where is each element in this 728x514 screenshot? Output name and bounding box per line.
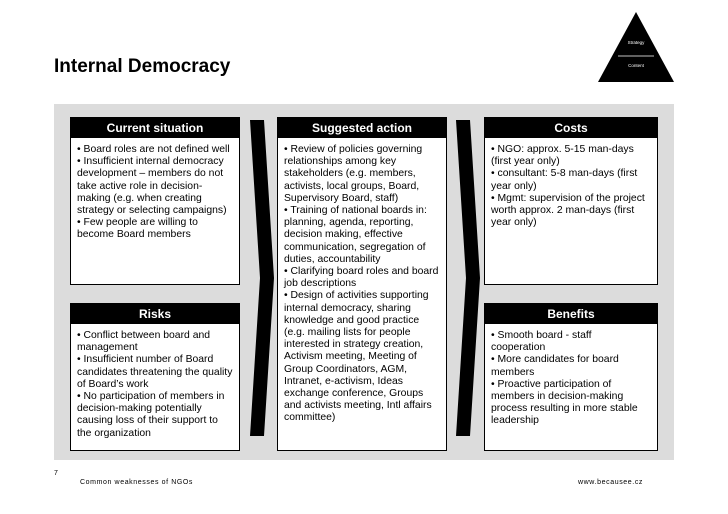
current-situation-text: • Board roles are not defined well • Insufficient internal democracy development – members do not take active role in decision- making (e.g. when creating strategy or selecting campaigns) • Few people are willing to become Board members xyxy=(77,144,230,241)
suggested-action-header: Suggested action xyxy=(278,118,446,138)
risks-box xyxy=(70,303,240,451)
pyramid-bottom-label: Content xyxy=(628,63,644,68)
pyramid-top-label: Strategy xyxy=(627,40,645,45)
suggested-action-text: • Review of policies governing relationships among key stakeholders (e.g. members, activists, local groups, Board, Supervisory Board, staff) • Training of national boards in: planning, agenda, reporting, decision making, effective communication, segregation of duties, accountability • Clarifying board roles and board job descriptions • Design of activities supporting internal democracy, sharing knowledge and good practice (e.g. mailing lists for people interested in strategy creation, Activism meeting, Meeting of Group Coordinators, AGM, Intranet, e-activism, Ideas exchange conference, Groups and activists meeting, Intl affairs committee) xyxy=(284,144,439,424)
current-situation-box xyxy=(70,117,240,285)
current-situation-header: Current situation xyxy=(71,118,239,138)
slide-title: Internal Democracy xyxy=(54,56,231,77)
page-number: 7 xyxy=(54,470,58,477)
arrow-right-icon xyxy=(456,120,480,436)
footer-title: Common weaknesses of NGOs xyxy=(80,479,194,486)
suggested-action-box xyxy=(277,117,447,451)
benefits-header: Benefits xyxy=(485,304,657,324)
footer-url[interactable]: www.becausee.cz xyxy=(578,479,644,486)
benefits-text: • Smooth board - staff cooperation • More candidates for board members • Proactive participation of members in decision-making process resulting in more stable leadership xyxy=(491,330,638,427)
costs-header: Costs xyxy=(485,118,657,138)
risks-text: • Conflict between board and management • Insufficient number of Board candidates threatening the quality of Board’s work • No participation of members in decision-making potentially causing loss of their support to the organization xyxy=(77,330,233,439)
arrow-right-icon xyxy=(250,120,274,436)
benefits-box xyxy=(484,303,658,451)
costs-text: • NGO: approx. 5-15 man-days (first year only) • consultant: 5-8 man-days (first year only) • Mgmt: supervision of the project worth approx. 2 man-days (first year only) xyxy=(491,144,645,229)
pyramid-icon xyxy=(596,10,676,84)
risks-header: Risks xyxy=(71,304,239,324)
costs-box xyxy=(484,117,658,285)
